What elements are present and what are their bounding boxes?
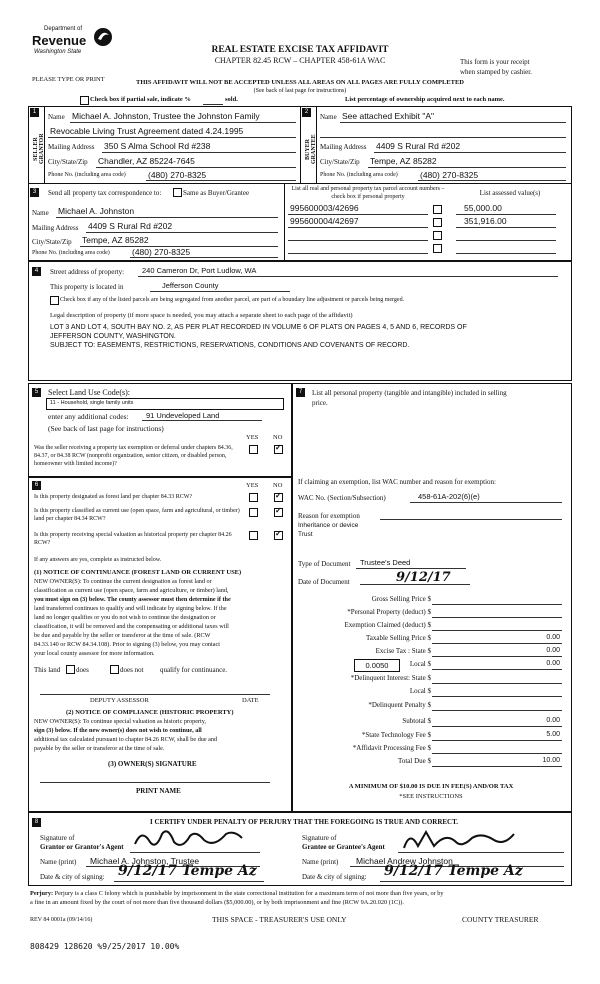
notice-compliance-title: (2) NOTICE OF COMPLIANCE (HISTORIC PROPERTY) xyxy=(66,709,234,716)
seller-name-line1[interactable]: Michael A. Johnston, Trustee the Johnston Family xyxy=(72,111,260,121)
section-2-number: 2 xyxy=(302,108,311,117)
land-use-value: 11 - Household, single family units xyxy=(50,400,134,406)
section-5-number: 5 xyxy=(32,388,41,397)
notice-continuance-line9: your local county assessor for more information. xyxy=(34,650,155,657)
parcel-header: List all real and personal property tax parcel account numbers – check box if personal property xyxy=(291,186,445,200)
historic-yes-checkbox[interactable] xyxy=(249,531,258,540)
doc-type[interactable]: Trustee's Deed xyxy=(360,558,411,567)
s5-yes-header: YES xyxy=(246,434,259,441)
this-land-label: This land xyxy=(34,666,61,674)
exemption-claim-label: If claiming an exemption, list WAC number and reason for exemption: xyxy=(298,478,496,486)
grantor-date-city[interactable]: 9/12/17 Tempe Az xyxy=(118,863,257,879)
does-not-checkbox[interactable] xyxy=(110,665,119,674)
tax-row-label: Total Due $ xyxy=(398,757,431,765)
property-section xyxy=(28,261,572,381)
grantee-sig-label-1: Signature of xyxy=(302,834,337,842)
notice-compliance-line3: additional tax calculated pursuant to chapter 84.26 RCW, shall be due and xyxy=(34,736,218,743)
buyer-mailing[interactable]: 4409 S Rural Rd #202 xyxy=(376,141,461,151)
local-rate: 0.0050 xyxy=(365,661,389,670)
print-name-label: PRINT NAME xyxy=(136,787,181,795)
county-treasurer: COUNTY TREASURER xyxy=(462,915,539,924)
minimum-note: A MINIMUM OF $10.00 IS DUE IN FEE(S) AND/OR TAX xyxy=(348,783,514,790)
assessed-value[interactable]: 351,916.00 xyxy=(464,216,507,226)
section-4-number: 4 xyxy=(32,267,41,276)
buyer-name-label: Name xyxy=(320,113,337,121)
does-not-label: does not xyxy=(120,666,144,674)
tax-row-label: *Affidavit Processing Fee $ xyxy=(352,744,431,752)
corr-phone[interactable]: (480) 270-8325 xyxy=(132,247,191,257)
grantor-date-label: Date & city of signing: xyxy=(40,873,105,881)
section-8-number: 8 xyxy=(32,818,41,827)
segregated-checkbox[interactable] xyxy=(50,296,59,305)
notice-continuance-line6: classification, it will be removed and the compensating or additional taxes will xyxy=(34,623,229,630)
parcel-row xyxy=(286,203,568,216)
tax-row xyxy=(296,634,564,646)
land-use-label: Select Land Use Code(s): xyxy=(48,388,130,397)
tax-row-label: Gross Selling Price $ xyxy=(371,595,431,603)
seller-phone-label: Phone No. (including area code) xyxy=(48,172,126,178)
corr-city-label: City/State/Zip xyxy=(32,238,72,246)
seller-mailing-label: Mailing Address xyxy=(48,143,95,151)
does-checkbox[interactable] xyxy=(66,665,75,674)
segregated-label: Check box if any of the listed parcels are being segregated from another parcel, are part of a boundary line adjustment or parcels being merged. xyxy=(60,297,405,303)
buyer-side-label: BUYER GRANTEE xyxy=(305,134,317,164)
current-use-yes-checkbox[interactable] xyxy=(249,508,258,517)
additional-codes-label: enter any additional codes: xyxy=(48,412,129,421)
personal-property-checkbox[interactable] xyxy=(433,244,442,253)
tax-row-value[interactable]: 5.00 xyxy=(546,731,560,738)
tax-row xyxy=(296,647,564,659)
accept-notice: THIS AFFIDAVIT WILL NOT BE ACCEPTED UNLESS ALL AREAS ON ALL PAGES ARE FULLY COMPLETED xyxy=(136,79,464,86)
grantee-print-name[interactable]: Michael Andrew Johnston xyxy=(356,856,453,866)
tax-row xyxy=(296,717,564,729)
tax-row-value[interactable]: 0.00 xyxy=(546,717,560,724)
notice-continuance-line7: be due and payable by the seller or transferor at the time of sale. (RCW xyxy=(34,632,211,639)
doc-type-label: Type of Document xyxy=(298,560,351,568)
tax-row-value[interactable]: 0.00 xyxy=(546,634,560,641)
grantor-name-label: Name (print) xyxy=(40,858,77,866)
form-number: REV 84 0001a (09/14/16) xyxy=(30,917,93,923)
tax-row-label: *Delinquent Penalty $ xyxy=(368,701,431,709)
tax-row-value[interactable]: 0.00 xyxy=(546,660,560,667)
grantor-sig-label-2: Grantor or Grantor's Agent xyxy=(40,843,124,851)
partial-sale-label: Check box if partial sale, indicate % xyxy=(90,96,191,103)
legal-description-line1[interactable]: LOT 3 AND LOT 4, SOUTH BAY NO. 2, AS PER PLAT RECORDED IN VOLUME 6 OF PLATS ON PAGES 4, 5 AND 6, RECORDS OF xyxy=(50,324,467,331)
tax-row xyxy=(296,608,564,620)
logo-line3: Washington State xyxy=(34,49,82,55)
tax-row-label: Local $ xyxy=(409,660,431,668)
parcel-row xyxy=(286,216,568,229)
current-use-question: Is this property classified as current use (open space, farm and agricultural, or timber) land per chapter 84.34 RCW? xyxy=(34,508,240,522)
corr-mailing[interactable]: 4409 S Rural Rd #202 xyxy=(88,221,173,231)
deputy-assessor-label: DEPUTY ASSESSOR xyxy=(90,697,149,704)
grantee-sig-label-2: Grantee or Grantee's Agent xyxy=(302,843,385,851)
seller-name-label: Name xyxy=(48,113,65,121)
tax-row xyxy=(296,701,564,713)
any-yes-note: If any answers are yes, complete as instructed below. xyxy=(34,557,162,563)
notice-continuance-line1: NEW OWNER(S): To continue the current designation as forest land or xyxy=(34,578,212,585)
additional-codes[interactable]: 91 Undeveloped Land xyxy=(146,411,220,420)
perjury-note-line2: a fine in an amount fixed by the court of not more than five thousand dollars ($5,000.00), or by both imprisonment and fine (RCW 9A.20.020 (1C)). xyxy=(30,899,404,906)
tax-row-label: *Delinquent Interest: State $ xyxy=(350,674,431,682)
parcel-row xyxy=(286,229,568,242)
grantor-print-name[interactable]: Michael A. Johnston, Trustee xyxy=(90,856,200,866)
seller-city[interactable]: Chandler, AZ 85224-7645 xyxy=(98,156,195,166)
exemption-question: Was the seller receiving a property tax exemption or deferral under chapters 84.36, 84.37, or 84.38 RCW (nonprofit organization, senior citizen, or disabled person, homeowner with limited income)? xyxy=(34,445,233,467)
tax-row-label: Subtotal $ xyxy=(402,717,431,725)
buyer-name[interactable]: See attached Exhibit "A" xyxy=(342,111,435,121)
treasurer-space: THIS SPACE - TREASURER'S USE ONLY xyxy=(212,915,347,924)
tax-row xyxy=(296,674,564,686)
notice-continuance-title: (1) NOTICE OF CONTINUANCE (FOREST LAND OR CURRENT USE) xyxy=(34,569,242,576)
reason-label: Reason for exemption xyxy=(298,512,360,520)
notice-continuance-line3: you must sign on (3) below. The county assessor must then determine if the xyxy=(34,596,231,603)
legal-label: Legal description of property (if more space is needed, you may attach a separate sheet to each page of the affidavit) xyxy=(50,312,353,319)
see-instructions: *SEE INSTRUCTIONS xyxy=(399,793,463,800)
historic-question: Is this property receiving special valuation as historical property per chapter 84.26 RCW? xyxy=(34,532,232,546)
assessed-header: List assessed value(s) xyxy=(479,189,541,197)
county[interactable]: Jefferson County xyxy=(162,281,219,290)
buyer-phone-label: Phone No. (including area code) xyxy=(320,172,398,178)
send-correspondence-label: Send all property tax correspondence to: xyxy=(48,189,162,197)
buyer-city-label: City/State/Zip xyxy=(320,158,360,166)
notice-continuance-line4: land transferred continues to qualify and will indicate by signing below. If the xyxy=(34,605,227,612)
buyer-phone[interactable]: (480) 270-8325 xyxy=(420,170,479,180)
corr-name-label: Name xyxy=(32,209,49,217)
legal-description-line3[interactable]: SUBJECT TO: EASEMENTS, RESTRICTIONS, RESERVATIONS, CONDITIONS AND COVENANTS OF RECORD. xyxy=(50,342,410,349)
same-as-buyer-label: Same as Buyer/Grantee xyxy=(183,189,250,197)
legal-description-line2[interactable]: JEFFERSON COUNTY, WASHINGTON. xyxy=(50,333,176,340)
tax-row-label: Taxable Selling Price $ xyxy=(365,634,431,642)
tax-row xyxy=(296,621,564,633)
reason-line2[interactable]: Trust xyxy=(298,531,313,538)
seller-name-line2[interactable]: Revocable Living Trust Agreement dated 4.24.1995 xyxy=(50,126,244,136)
forest-land-question: Is this property designated as forest land per chapter 84.33 RCW? xyxy=(34,494,193,500)
qualify-label: qualify for continuance. xyxy=(160,666,228,674)
grantee-signature[interactable] xyxy=(400,826,520,852)
tax-row xyxy=(296,744,564,756)
notice-continuance-line2: classification as current use (open space, farm and agriculture, or timber) land, xyxy=(34,587,229,594)
tax-row-value[interactable]: 0.00 xyxy=(546,647,560,654)
historic-no-checkbox[interactable] xyxy=(274,531,283,540)
doc-date[interactable]: 9/12/17 xyxy=(396,570,451,585)
does-label: does xyxy=(76,666,89,674)
tax-row xyxy=(296,687,564,699)
dor-logo xyxy=(30,26,130,66)
personal-property-checkbox[interactable] xyxy=(433,231,442,240)
tax-row-value[interactable]: 10.00 xyxy=(542,757,560,764)
grantor-sig-label-1: Signature of xyxy=(40,834,75,842)
tax-row xyxy=(296,660,564,672)
tax-row-label: *Personal Property (deduct) $ xyxy=(347,608,431,616)
logo-line2: Revenue xyxy=(32,33,87,48)
grantee-date-city[interactable]: 9/12/17 Tempe Az xyxy=(384,863,523,879)
forest-yes-checkbox[interactable] xyxy=(249,493,258,502)
seller-mailing[interactable]: 350 S Alma School Rd #238 xyxy=(104,141,211,151)
same-as-buyer-checkbox[interactable] xyxy=(173,188,182,197)
personal-property-label-2: price. xyxy=(312,399,328,407)
seller-phone[interactable]: (480) 270-8325 xyxy=(148,170,207,180)
street-label: Street address of property: xyxy=(50,268,125,276)
seller-side-label: SELLER GRANTOR xyxy=(33,133,45,165)
land-use-see-back: (See back of last page for instructions) xyxy=(48,424,164,433)
please-type: PLEASE TYPE OR PRINT xyxy=(32,76,105,83)
personal-property-label-1: List all personal property (tangible and intangible) included in selling xyxy=(312,389,507,397)
perjury-note-line1 xyxy=(30,890,570,897)
corr-name[interactable]: Michael A. Johnston xyxy=(58,206,135,216)
logo-line1: Department of xyxy=(44,26,83,32)
see-back-instructions: (See back of last page for instructions) xyxy=(253,88,347,94)
notice-continuance-line5: land no longer qualifies or you do not wish to continue the designation or xyxy=(34,614,216,621)
tax-row-label: Excise Tax : State $ xyxy=(375,647,431,655)
section-6-number: 6 xyxy=(32,481,41,490)
grantee-date-label: Date & city of signing: xyxy=(302,873,367,881)
partial-sale-checkbox[interactable] xyxy=(80,96,89,105)
tax-row xyxy=(296,731,564,743)
deputy-date-label: DATE xyxy=(242,697,259,704)
street-address[interactable]: 240 Cameron Dr, Port Ludlow, WA xyxy=(142,266,257,275)
wac-number[interactable]: 458-61A-202(6)(e) xyxy=(418,492,480,501)
s5-no-header: NO xyxy=(273,434,283,441)
parcel-number[interactable]: 995600003/42696 xyxy=(290,203,359,213)
buyer-city[interactable]: Tempe, AZ 85282 xyxy=(370,156,437,166)
corr-phone-label: Phone No. (including area code) xyxy=(32,250,110,256)
located-label: This property is located in xyxy=(50,283,124,291)
exemption-yes-checkbox[interactable] xyxy=(249,445,258,454)
section-7-number: 7 xyxy=(296,388,305,397)
receipt-note-2: when stamped by cashier. xyxy=(460,68,532,76)
tax-row-label: *State Technology Fee $ xyxy=(361,731,431,739)
grantee-name-label: Name (print) xyxy=(302,858,339,866)
corr-mailing-label: Mailing Address xyxy=(32,224,79,232)
form-title: REAL ESTATE EXCISE TAX AFFIDAVIT xyxy=(211,45,389,55)
s6-yes-header: YES xyxy=(246,482,259,489)
ownership-note: List percentage of ownership acquired next to each name. xyxy=(345,96,505,103)
notice-continuance-line8: 84.33.140 or RCW 84.34.108). Prior to signing (3) below, you may contact xyxy=(34,641,220,648)
land-use-select[interactable] xyxy=(46,398,284,410)
doc-date-label: Date of Document xyxy=(298,578,350,586)
cashier-stamp: 808429 128620 %9/25/2017 10.00% xyxy=(30,942,180,951)
seller-city-label: City/State/Zip xyxy=(48,158,88,166)
grantor-signature[interactable] xyxy=(130,826,250,852)
tax-row xyxy=(296,595,564,607)
receipt-note-1: This form is your receipt xyxy=(460,58,530,66)
parcel-number[interactable]: 995600004/42697 xyxy=(290,216,359,226)
tax-row-label: Exemption Claimed (deduct) $ xyxy=(344,621,431,629)
corr-city[interactable]: Tempe, AZ 85282 xyxy=(82,235,149,245)
sold-label: sold. xyxy=(225,96,238,103)
form-subtitle: CHAPTER 82.45 RCW – CHAPTER 458-61A WAC xyxy=(214,56,386,65)
personal-property-checkbox[interactable] xyxy=(433,205,442,214)
tax-row-label: Local $ xyxy=(409,687,431,695)
current-use-no-checkbox[interactable] xyxy=(274,508,283,517)
section-3-number: 3 xyxy=(30,188,39,197)
forest-no-checkbox[interactable] xyxy=(274,493,283,502)
logo-swirl-icon xyxy=(92,26,114,48)
section-1-number: 1 xyxy=(30,108,39,117)
s6-no-header: NO xyxy=(273,482,283,489)
owner-signature-label: (3) OWNER(S) SIGNATURE xyxy=(108,760,197,768)
exemption-no-checkbox[interactable] xyxy=(274,445,283,454)
assessed-value[interactable]: 55,000.00 xyxy=(464,203,502,213)
notice-compliance-line2: sign (3) below. If the new owner(s) does not wish to continue, all xyxy=(34,727,202,734)
notice-compliance-line4: payable by the seller or transferor at the time of sale. xyxy=(34,745,165,752)
parcel-row xyxy=(286,242,568,255)
wac-label: WAC No. (Section/Subsection) xyxy=(298,494,386,502)
certify-statement: I CERTIFY UNDER PENALTY OF PERJURY THAT THE FOREGOING IS TRUE AND CORRECT. xyxy=(150,818,459,826)
notice-compliance-line1: NEW OWNER(S): To continue special valuation as historic property, xyxy=(34,718,206,725)
buyer-mailing-label: Mailing Address xyxy=(320,143,367,151)
tax-row xyxy=(296,757,564,769)
perjury-bold: Perjury: xyxy=(30,890,54,897)
reason-line1[interactable]: Inheritance or device xyxy=(298,522,359,529)
perjury-text-1: Perjury is a class C felony which is punishable by imprisonment in the state correctional institution for a maximum term of not more than five years, or by xyxy=(53,890,444,897)
personal-property-checkbox[interactable] xyxy=(433,218,442,227)
